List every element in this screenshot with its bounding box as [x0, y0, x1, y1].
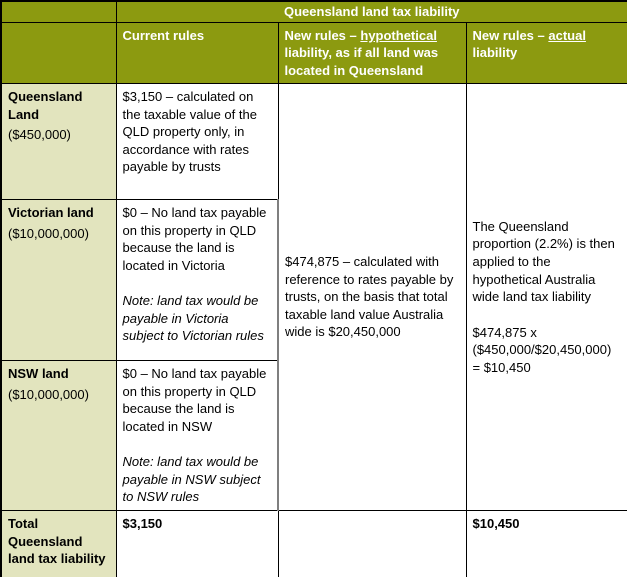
cell-total-actual: $10,450 [466, 511, 627, 577]
victorian-note-text: Note: land tax would be payable in Victoria subject to Victorian rules [122, 293, 264, 344]
queensland-current-text: $3,150 – calculated on the taxable value of the QLD property only, in accordance with rates payable by trusts [122, 89, 257, 175]
cell-victorian-current [116, 200, 278, 361]
victorian-current-text: $0 – No land tax payable on this property in QLD because the land is located in Victoria [122, 205, 267, 273]
cell-total-hypothetical [278, 511, 466, 577]
hypothetical-suffix: liability, as if all land was located in Queensland [284, 45, 439, 78]
column-header-spacer-cell [1, 22, 116, 84]
table-title: Queensland land tax liability [116, 1, 627, 22]
row-header-nsw-land [1, 361, 116, 511]
nsw-current-text: $0 – No land tax payable on this property in QLD because the land is located in NSW [122, 366, 267, 434]
row-queensland-land [1, 84, 627, 200]
cell-total-current: $3,150 [116, 511, 278, 577]
col-header-current-rules [116, 22, 278, 84]
nsw-note-text: Note: land tax would be payable in NSW subject to NSW rules [122, 454, 261, 505]
actual-formula-text: $474,875 x ($450,000/$20,450,000) = $10,450 [472, 324, 612, 375]
title-row [1, 1, 627, 22]
row-header-queensland-land [1, 84, 116, 200]
col-header-actual-liability [466, 22, 627, 84]
land-value: ($450,000) [8, 127, 71, 143]
row-header-total: Total Queensland land tax liability [1, 511, 116, 577]
cell-actual-merged [466, 84, 627, 511]
land-name: NSW land [8, 366, 69, 382]
actual-suffix: liability [472, 45, 518, 61]
row-header-victorian-land [1, 200, 116, 361]
hypothetical-prefix: New rules – [284, 27, 361, 43]
column-header-row [1, 22, 627, 84]
row-total [1, 511, 627, 577]
land-name: Victorian land [8, 205, 94, 221]
actual-underlined: actual [548, 27, 586, 43]
cell-hypothetical-merged [278, 84, 466, 511]
cell-queensland-current [116, 84, 278, 200]
land-name: Queensland Land [8, 89, 83, 122]
title-spacer-cell [1, 1, 116, 22]
current-rules-label: Current rules [122, 27, 205, 43]
land-value: ($10,000,000) [8, 386, 89, 402]
hypothetical-text: $474,875 – calculated with reference to rates payable by trusts, on the basis that total taxable land value Australia wide is $20,450,000 [285, 254, 454, 340]
hypothetical-underlined: hypothetical [360, 27, 437, 43]
cell-nsw-current [116, 361, 278, 511]
actual-intro-text: The Queensland proportion (2.2%) is then applied to the hypothetical Australia wide land tax liability [472, 218, 615, 305]
col-header-hypothetical-liability [278, 22, 466, 84]
actual-prefix: New rules – [472, 27, 549, 43]
land-value: ($10,000,000) [8, 225, 89, 241]
